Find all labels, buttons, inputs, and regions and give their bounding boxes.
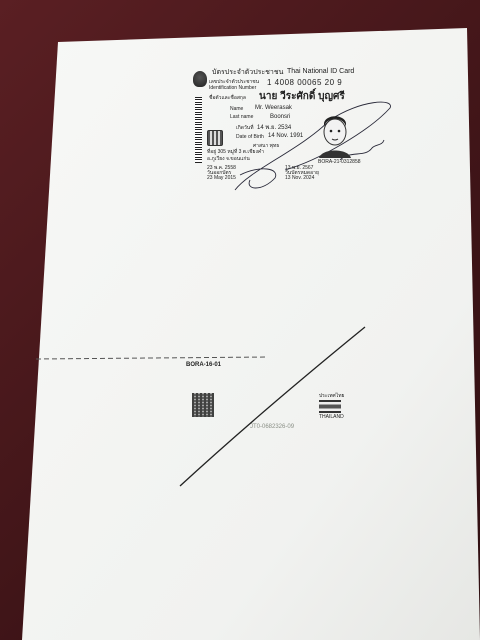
- issue-date-en: 23 May 2015: [207, 175, 236, 181]
- serial-code: JT0-0682326-09: [250, 424, 295, 430]
- card-serial: BORA-21-0312858: [318, 159, 361, 165]
- flag-caption-thai: ประเทศไทย: [319, 393, 345, 399]
- expiry-label: วันบัตรหมดอายุ: [285, 170, 319, 176]
- dob-label-en: Date of Birth: [236, 134, 264, 140]
- last-name: Boonsri: [270, 114, 291, 120]
- dob-en: 14 Nov. 1991: [268, 133, 304, 139]
- thai-flag-icon: [319, 400, 341, 413]
- dob-thai: 14 พ.ย. 2534: [257, 125, 292, 131]
- name-label-thai: ชื่อตัวและชื่อสกุล: [209, 95, 246, 101]
- name-en: Mr. Weerasak: [255, 105, 292, 111]
- laser-code: BORA-16-01: [186, 362, 222, 368]
- address-line2: อ.ภูเวียง จ.ขอนแก่น: [207, 156, 250, 162]
- name-thai: นาย วีระศักดิ์ บุญศรี: [259, 91, 345, 102]
- barcode: [195, 97, 202, 163]
- name-label-en: Name: [230, 106, 244, 112]
- card-title-thai: บัตรประจำตัวประชาชน: [212, 69, 284, 76]
- id-number-label-en: Identification Number: [209, 85, 257, 91]
- thai-emblem-icon: [193, 71, 207, 87]
- id-number-label: เลขประจำตัวประชาชน: [209, 79, 260, 85]
- dob-label-thai: เกิดวันที่: [236, 125, 254, 131]
- portrait-photo: [316, 112, 354, 158]
- card-title-en: Thai National ID Card: [287, 68, 355, 75]
- expiry-date-en: 13 Nov. 2024: [285, 175, 315, 181]
- id-number: 1 4008 00065 20 9: [267, 78, 343, 87]
- last-name-label: Last name: [230, 114, 254, 120]
- flag-caption-en: THAILAND: [319, 414, 344, 420]
- qr-code: [192, 393, 214, 417]
- card-chip-icon: [207, 130, 223, 146]
- issue-date-thai: 23 พ.ค. 2558: [207, 165, 236, 171]
- expiry-date-thai: 13 พ.ย. 2567: [285, 165, 314, 171]
- issue-label: วันออกบัตร: [207, 170, 232, 176]
- religion: ศาสนา พุทธ: [253, 143, 280, 149]
- address-line1: ที่อยู่ 305 หมู่ที่ 3 ต.เชียงคำ: [207, 149, 265, 155]
